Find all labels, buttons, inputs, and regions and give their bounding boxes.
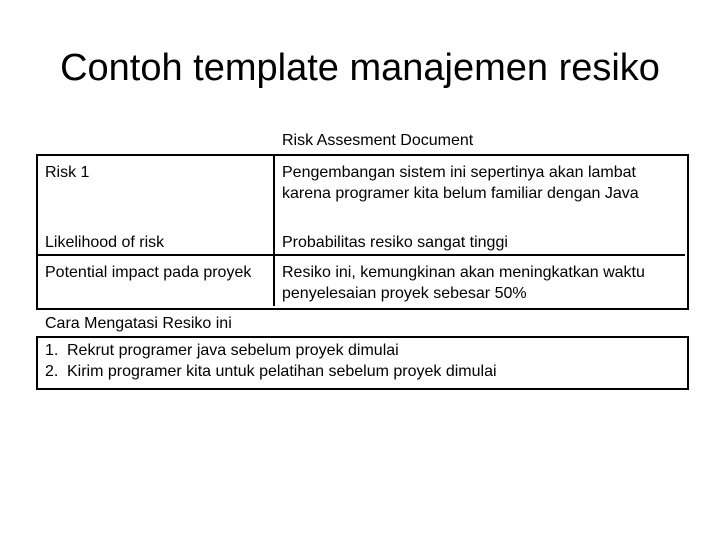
mitigation-steps	[38, 337, 678, 382]
list-text: Rekrut programer java sebelum proyek dimulai	[67, 342, 399, 359]
likelihood-value-cell: Probabilitas resiko sangat tinggi	[282, 234, 508, 251]
document-heading: Risk Assesment Document	[282, 132, 474, 149]
mitigation-label: Cara Mengatasi Resiko ini	[45, 315, 232, 332]
list-text: Kirim programer kita untuk pelatihan sebelum proyek dimulai	[67, 363, 497, 380]
risk-label-cell: Risk 1	[45, 164, 90, 181]
risk-value-cell: Pengembangan sistem ini sepertinya akan lambat karena programer kita belum familiar dengan Java	[282, 164, 639, 202]
mitigation-list	[45, 340, 672, 382]
impact-label-cell: Potential impact pada proyek	[45, 264, 252, 281]
list-number: 2.	[45, 363, 59, 380]
impact-value-cell: Resiko ini, kemungkinan akan meningkatkan waktu penyelesaian proyek sebesar 50%	[282, 264, 645, 302]
likelihood-label-cell: Likelihood of risk	[45, 234, 165, 251]
list-item	[45, 361, 672, 382]
list-item	[45, 340, 672, 361]
slide-title: Contoh template manajemen resiko	[60, 47, 660, 89]
row-divider	[36, 254, 685, 256]
list-number: 1.	[45, 342, 59, 359]
